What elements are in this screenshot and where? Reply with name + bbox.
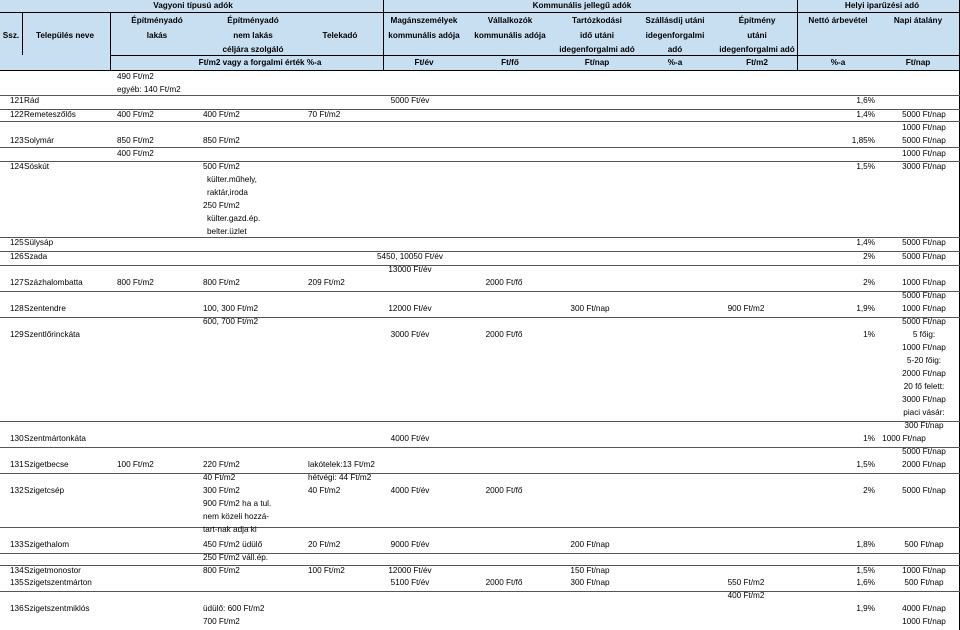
col-epitmeny-ide-1: Építmény bbox=[738, 16, 776, 25]
cell-nemlakas: raktár,iroda bbox=[207, 188, 248, 197]
cell-telek: 100 Ft/m2 bbox=[308, 566, 345, 575]
cell-telek: 40 Ft/m2 bbox=[308, 486, 341, 495]
col-epitmeny-nemlakas-3: céljára szolgáló bbox=[222, 45, 284, 54]
cell-napi: 4000 Ft/nap bbox=[902, 604, 946, 613]
cell-magan: 13000 Ft/év bbox=[388, 265, 432, 274]
cell-netto: 2% bbox=[863, 252, 875, 261]
row-divider bbox=[0, 591, 960, 592]
cell-nemlakas: 220 Ft/m2 bbox=[203, 460, 240, 469]
cell-netto: 1,6% bbox=[856, 578, 875, 587]
row-divider bbox=[0, 565, 960, 566]
row-divider bbox=[0, 95, 960, 96]
cell-nemlakas: üdülő: 600 Ft/m2 bbox=[203, 604, 265, 613]
cell-ssz: 130 bbox=[10, 434, 24, 443]
cell-vall: 2000 Ft/fő bbox=[485, 578, 523, 587]
cell-netto: 2% bbox=[863, 278, 875, 287]
row-divider bbox=[0, 553, 960, 554]
col-epitmeny-nemlakas-1: Építményadó bbox=[227, 16, 279, 25]
col-telepules: Település neve bbox=[35, 31, 95, 40]
col-epitmeny-ide-3: idegenforgalmi adó bbox=[719, 45, 795, 54]
cell-magan: 9000 Ft/év bbox=[390, 540, 430, 549]
cell-magan: 12000 Ft/év bbox=[388, 304, 432, 313]
row-divider bbox=[0, 527, 960, 528]
cell-nemlakas: 250 Ft/m2 bbox=[203, 201, 240, 210]
row-divider bbox=[0, 473, 960, 474]
cell-ssz: 136 bbox=[10, 604, 24, 613]
cell-napi: 5000 Ft/nap bbox=[902, 252, 946, 261]
cell-nemlakas: 800 Ft/m2 bbox=[203, 566, 240, 575]
group-vagyoni: Vagyoni típusú adók bbox=[153, 1, 233, 10]
cell-magan: 5100 Ft/év bbox=[390, 578, 430, 587]
unit-vall: Ft/fő bbox=[501, 58, 519, 67]
cell-ssz: 132 bbox=[10, 486, 24, 495]
cell-lakas: 400 Ft/m2 bbox=[117, 149, 154, 158]
cell-ssz: 129 bbox=[10, 330, 24, 339]
cell-name: Szigetcsép bbox=[24, 486, 65, 495]
row-divider bbox=[0, 421, 960, 422]
cell-napi: 5000 Ft/nap bbox=[902, 291, 946, 300]
row-divider bbox=[0, 147, 960, 148]
cell-magan: 5450, 10050 Ft/év bbox=[376, 252, 444, 261]
cell-lakas: 850 Ft/m2 bbox=[117, 136, 154, 145]
col-divider bbox=[110, 12, 111, 70]
col-epitmeny-ide-2: utáni bbox=[747, 31, 767, 40]
cell-nemlakas: 450 Ft/m2 üdülő bbox=[203, 540, 263, 549]
row-divider bbox=[0, 447, 960, 448]
cell-ssz: 135 bbox=[10, 578, 24, 587]
cell-lakas: 490 Ft/m2 bbox=[117, 72, 154, 81]
cell-lakas: 800 Ft/m2 bbox=[117, 278, 154, 287]
cell-netto: 1,5% bbox=[856, 460, 875, 469]
cell-nemlakas: 600, 700 Ft/m2 bbox=[203, 317, 259, 326]
table-header bbox=[0, 0, 960, 70]
cell-netto: 1,5% bbox=[856, 566, 875, 575]
cell-napi: 1000 Ft/nap bbox=[882, 434, 926, 443]
cell-name: Remeteszőlős bbox=[24, 110, 76, 119]
cell-napi: 1000 Ft/nap bbox=[902, 343, 946, 352]
header-rule-2 bbox=[110, 55, 960, 56]
cell-nemlakas: 500 Ft/m2 bbox=[203, 162, 240, 171]
col-divider bbox=[22, 12, 23, 55]
col-divider bbox=[383, 0, 384, 70]
cell-name: Szentlőrinckáta bbox=[24, 330, 80, 339]
cell-name: Szigetbecse bbox=[24, 460, 69, 469]
unit-tart: Ft/nap bbox=[584, 58, 610, 67]
cell-lakas: egyéb: 140 Ft/m2 bbox=[117, 85, 181, 94]
cell-napi: 2000 Ft/nap bbox=[902, 460, 946, 469]
cell-napi: 3000 Ft/nap bbox=[902, 162, 946, 171]
cell-vall: 2000 Ft/fő bbox=[485, 486, 523, 495]
cell-name: Solymár bbox=[24, 136, 55, 145]
cell-magan: 12000 Ft/év bbox=[388, 566, 432, 575]
cell-name: Szigethalom bbox=[24, 540, 70, 549]
cell-magan: 3000 Ft/év bbox=[390, 330, 430, 339]
unit-szall: %-a bbox=[667, 58, 683, 67]
cell-ep: 900 Ft/m2 bbox=[727, 304, 765, 313]
cell-ssz: 124 bbox=[10, 162, 24, 171]
header-rule-1 bbox=[0, 12, 960, 13]
cell-name: Szentendre bbox=[24, 304, 66, 313]
cell-lakas: 100 Ft/m2 bbox=[117, 460, 154, 469]
unit-ep: Ft/m2 bbox=[746, 58, 768, 67]
cell-nemlakas: 300 Ft/m2 bbox=[203, 486, 240, 495]
row-divider bbox=[0, 317, 960, 318]
cell-netto: 1,9% bbox=[856, 604, 875, 613]
row-divider bbox=[0, 161, 960, 162]
unit-magan: Ft/év bbox=[414, 58, 434, 67]
cell-ssz: 126 bbox=[10, 252, 24, 261]
col-vallalkozok-2: kommunális adója bbox=[474, 31, 546, 40]
cell-napi: 1000 Ft/nap bbox=[902, 278, 946, 287]
cell-ssz: 121 bbox=[10, 96, 24, 105]
cell-napi: 5 főig: bbox=[912, 330, 936, 339]
row-divider bbox=[0, 121, 960, 122]
group-kommunalis: Kommunális jellegű adók bbox=[532, 1, 632, 10]
cell-lakas: 400 Ft/m2 bbox=[117, 110, 154, 119]
col-telekado: Telekadó bbox=[322, 31, 358, 40]
cell-napi: 5000 Ft/nap bbox=[902, 486, 946, 495]
cell-nemlakas: 900 Ft/m2 ha a tul. bbox=[203, 499, 272, 508]
cell-napi: 20 fő felett: bbox=[903, 382, 945, 391]
cell-name: Százhalombatta bbox=[24, 278, 83, 287]
cell-name: Rád bbox=[24, 96, 40, 105]
cell-napi: 300 Ft/nap bbox=[904, 421, 944, 430]
row-divider bbox=[0, 251, 960, 252]
row-divider bbox=[0, 291, 960, 292]
cell-nemlakas: 800 Ft/m2 bbox=[203, 278, 240, 287]
cell-ssz: 134 bbox=[10, 566, 24, 575]
col-maganszemelyek-1: Magánszemélyek bbox=[390, 16, 458, 25]
cell-telek: 209 Ft/m2 bbox=[308, 278, 345, 287]
cell-telek: hétvégi: 44 Ft/m2 bbox=[308, 473, 372, 482]
cell-napi: 3000 Ft/nap bbox=[902, 395, 946, 404]
cell-netto: 1,9% bbox=[856, 304, 875, 313]
row-divider bbox=[0, 237, 960, 238]
cell-ssz: 133 bbox=[10, 540, 24, 549]
cell-tart: 300 Ft/nap bbox=[570, 578, 610, 587]
cell-vall: 2000 Ft/fő bbox=[485, 330, 523, 339]
cell-name: Szigetszentmiklós bbox=[24, 604, 90, 613]
group-helyi: Helyi iparűzési adó bbox=[844, 1, 920, 10]
col-netto: Nettó árbevétel bbox=[808, 16, 868, 25]
cell-netto: 1,4% bbox=[856, 110, 875, 119]
cell-nemlakas: tart-nak adja ki bbox=[203, 525, 257, 534]
cell-napi: 2000 Ft/nap bbox=[902, 369, 946, 378]
cell-napi: 5000 Ft/nap bbox=[902, 110, 946, 119]
cell-ep: 400 Ft/m2 bbox=[727, 591, 765, 600]
cell-tart: 200 Ft/nap bbox=[570, 540, 610, 549]
cell-nemlakas: nem közeli hozzá- bbox=[203, 512, 269, 521]
col-maganszemelyek-2: kommunális adója bbox=[388, 31, 460, 40]
cell-telek: lakótelek:13 Ft/m2 bbox=[308, 460, 375, 469]
cell-name: Sóskút bbox=[24, 162, 50, 171]
row-divider bbox=[0, 265, 960, 266]
cell-nemlakas: 250 Ft/m2 váll.ép. bbox=[203, 553, 269, 562]
cell-napi: 1000 Ft/nap bbox=[902, 566, 946, 575]
cell-telek: 70 Ft/m2 bbox=[308, 110, 341, 119]
cell-name: Szigetmonostor bbox=[24, 566, 81, 575]
col-tartozkodasi-3: idegenforgalmi adó bbox=[559, 45, 635, 54]
cell-napi: 1000 Ft/nap bbox=[902, 149, 946, 158]
cell-netto: 1,8% bbox=[856, 540, 875, 549]
cell-nemlakas: belter.üzlet bbox=[207, 227, 247, 236]
cell-netto: 1,5% bbox=[856, 162, 875, 171]
cell-magan: 4000 Ft/év bbox=[390, 486, 430, 495]
cell-napi: piaci vásár: bbox=[903, 408, 945, 417]
col-szallasdij-1: Szállásdíj utáni bbox=[645, 16, 705, 25]
cell-netto: 1,6% bbox=[856, 96, 875, 105]
cell-nemlakas: külter.gazd.ép. bbox=[207, 214, 261, 223]
cell-ssz: 128 bbox=[10, 304, 24, 313]
cell-napi: 1000 Ft/nap bbox=[902, 304, 946, 313]
col-tartozkodasi-1: Tartózkodási bbox=[572, 16, 622, 25]
col-vallalkozok-1: Vállalkozók bbox=[487, 16, 533, 25]
cell-magan: 4000 Ft/év bbox=[390, 434, 430, 443]
cell-nemlakas: külter.műhely, bbox=[207, 175, 257, 184]
col-epitmeny-lakas-2: lakás bbox=[146, 31, 168, 40]
cell-vall: 2000 Ft/fő bbox=[485, 278, 523, 287]
cell-ssz: 125 bbox=[10, 238, 24, 247]
cell-napi: 1000 Ft/nap bbox=[902, 123, 946, 132]
cell-napi: 5000 Ft/nap bbox=[902, 136, 946, 145]
col-szallasdij-3: adó bbox=[667, 45, 683, 54]
cell-nemlakas: 850 Ft/m2 bbox=[203, 136, 240, 145]
cell-magan: 5000 Ft/év bbox=[390, 96, 430, 105]
cell-name: Sülysáp bbox=[24, 238, 54, 247]
cell-nemlakas: 400 Ft/m2 bbox=[203, 110, 240, 119]
cell-netto: 2% bbox=[863, 486, 875, 495]
unit-napi: Ft/nap bbox=[905, 58, 931, 67]
col-ssz: Ssz. bbox=[2, 31, 20, 40]
cell-ep: 550 Ft/m2 bbox=[727, 578, 765, 587]
cell-tart: 150 Ft/nap bbox=[570, 566, 610, 575]
cell-napi: 500 Ft/nap bbox=[904, 540, 944, 549]
cell-telek: 20 Ft/m2 bbox=[308, 540, 341, 549]
col-divider bbox=[797, 0, 798, 70]
cell-name: Szigetszentmárton bbox=[24, 578, 92, 587]
cell-napi: 5000 Ft/nap bbox=[902, 238, 946, 247]
cell-nemlakas: 700 Ft/m2 bbox=[203, 617, 240, 626]
cell-napi: 5000 Ft/nap bbox=[902, 317, 946, 326]
cell-ssz: 123 bbox=[10, 136, 24, 145]
cell-napi: 500 Ft/nap bbox=[904, 578, 944, 587]
col-szallasdij-2: idegenforgalmi bbox=[645, 31, 705, 40]
cell-napi: 1000 Ft/nap bbox=[902, 617, 946, 626]
cell-netto: 1,4% bbox=[856, 238, 875, 247]
col-epitmeny-lakas-1: Építményadó bbox=[131, 16, 183, 25]
unit-netto: %-a bbox=[830, 58, 846, 67]
cell-netto: 1% bbox=[863, 330, 875, 339]
col-epitmeny-nemlakas-2: nem lakás bbox=[233, 31, 273, 40]
cell-napi: 5000 Ft/nap bbox=[902, 447, 946, 456]
cell-netto: 1% bbox=[863, 434, 875, 443]
col-napi: Napi átalány bbox=[893, 16, 943, 25]
cell-name: Szada bbox=[24, 252, 48, 261]
cell-nemlakas: 40 Ft/m2 bbox=[203, 473, 236, 482]
cell-napi: 5-20 főig: bbox=[906, 356, 942, 365]
cell-netto: 1,85% bbox=[851, 136, 875, 145]
header-rule-3 bbox=[0, 70, 960, 71]
unit-vagyoni: Ft/m2 vagy a forgalmi érték %-a bbox=[198, 58, 322, 67]
cell-name: Szentmártonkáta bbox=[24, 434, 86, 443]
cell-tart: 300 Ft/nap bbox=[570, 304, 610, 313]
cell-ssz: 131 bbox=[10, 460, 24, 469]
cell-nemlakas: 100, 300 Ft/m2 bbox=[203, 304, 259, 313]
cell-ssz: 127 bbox=[10, 278, 24, 287]
col-tartozkodasi-2: idő utáni bbox=[579, 31, 615, 40]
cell-ssz: 122 bbox=[10, 110, 24, 119]
